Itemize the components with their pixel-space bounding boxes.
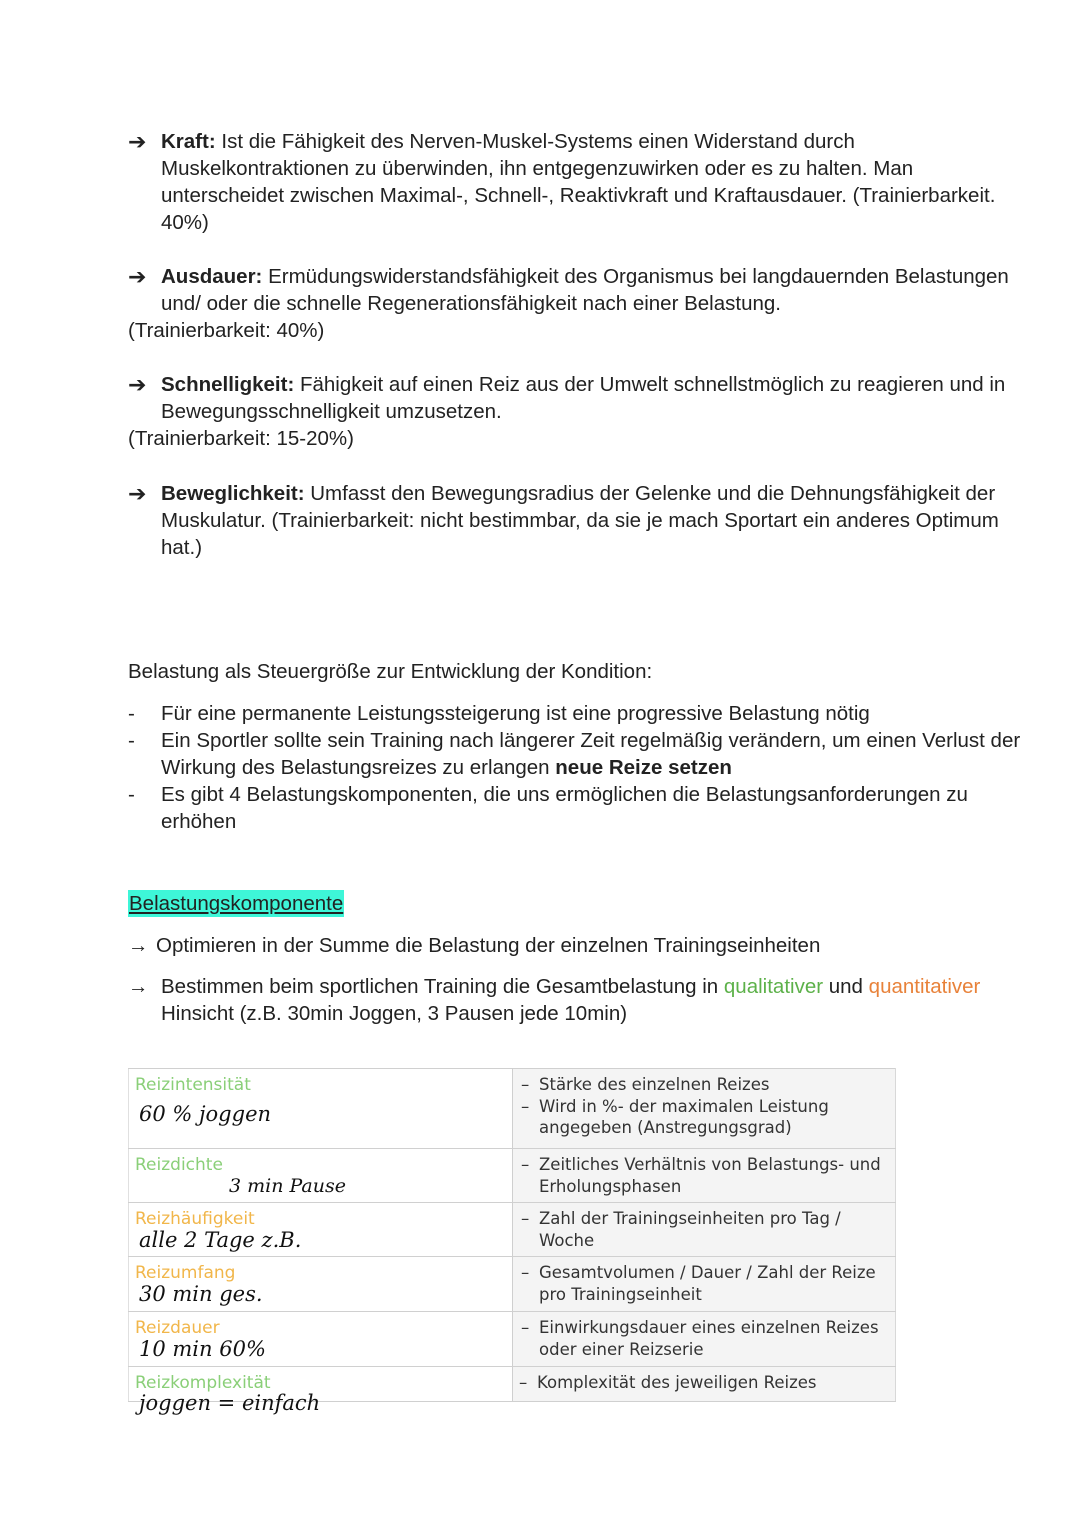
handwritten-note: 10 min 60% — [139, 1337, 266, 1361]
trainability-schnelligkeit: (Trainierbarkeit: 15-20%) — [128, 427, 354, 450]
description-line: – Gesamtvolumen / Dauer / Zahl der Reize pro Trainingseinheit — [521, 1263, 876, 1304]
description-line: – Wird in %- der maximalen Leistung angegeben (Anstregungsgrad) — [521, 1096, 829, 1137]
description-cell — [513, 1203, 896, 1257]
component-cell — [129, 1149, 513, 1203]
description-line: – Zeitliches Verhältnis von Belastungs- und Erholungsphasen — [521, 1155, 881, 1196]
arrow-icon: → — [128, 975, 149, 998]
table-row — [129, 1069, 896, 1149]
capacity-text: Fähigkeit auf einen Reiz aus der Umwelt schnellstmöglich zu reagieren und in Bewegungsschnelligkeit umzusetzen. — [161, 373, 1006, 423]
capacity-kraft — [128, 128, 1028, 236]
component-name: Reizumfang — [135, 1263, 236, 1283]
list-item — [128, 781, 1028, 835]
description-line: – Zahl der Trainingseinheiten pro Tag / Woche — [521, 1209, 841, 1250]
bullet-dash: - — [128, 729, 135, 752]
description-cell — [513, 1257, 896, 1312]
component-name: Reizintensität — [135, 1075, 251, 1095]
quantitative-word: quantitativer — [868, 975, 981, 998]
trainability-ausdauer: (Trainierbarkeit: 40%) — [128, 319, 325, 342]
arrow-icon: ➔ — [128, 372, 147, 397]
bullet-dash: - — [128, 783, 135, 806]
list-item — [128, 727, 1028, 781]
description-cell — [513, 1069, 896, 1149]
components-line-1 — [128, 932, 1008, 959]
capacity-text: Umfasst den Bewegungsradius der Gelenke und die Dehnungsfähigkeit der Muskulatur. (Trainierbarkeit: nicht bestimmbar, da sie je mach Sportart ein anderes Optimum hat.) — [161, 482, 999, 559]
table-row — [129, 1367, 896, 1402]
capacity-beweglichkeit — [128, 480, 1028, 561]
handwritten-note: alle 2 Tage z.B. — [139, 1228, 302, 1252]
capacity-text: Ermüdungswiderstandsfähigkeit des Organismus bei langdauernden Belastungen und/ oder die schnelle Regenerationsfähigkeit nach einer Belastung. — [161, 265, 1009, 315]
components-line-text: Optimieren in der Summe die Belastung der einzelnen Trainingseinheiten — [156, 934, 821, 957]
bullet-dash: - — [128, 702, 135, 725]
description-line: – Stärke des einzelnen Reizes — [521, 1075, 770, 1094]
arrow-icon: ➔ — [128, 481, 147, 506]
component-cell — [129, 1312, 513, 1367]
component-name: Reizhäufigkeit — [135, 1209, 255, 1229]
table-row — [129, 1149, 896, 1203]
handwritten-note: 3 min Pause — [229, 1175, 346, 1197]
component-cell — [129, 1069, 513, 1149]
component-cell — [129, 1367, 513, 1415]
component-name: Reizkomplexität — [135, 1373, 271, 1393]
capacity-term: Schnelligkeit: — [161, 373, 295, 396]
table-row — [129, 1312, 896, 1367]
components-line-text: und — [828, 975, 863, 998]
component-cell — [129, 1203, 513, 1257]
component-name: Reizdauer — [135, 1318, 220, 1338]
capacity-term: Kraft: — [161, 130, 216, 153]
components-heading: Belastungskomponente — [129, 892, 344, 915]
list-item — [128, 700, 1028, 727]
capacity-term: Beweglichkeit: — [161, 482, 305, 505]
table-row — [129, 1257, 896, 1312]
bullet-text: Für eine permanente Leistungssteigerung ist eine progressive Belastung nötig — [161, 702, 870, 725]
table-row — [129, 1203, 896, 1257]
handwritten-note: 30 min ges. — [139, 1282, 263, 1306]
components-line-text: Hinsicht (z.B. 30min Joggen, 3 Pausen jede 10min) — [161, 1002, 628, 1025]
bullet-text: Es gibt 4 Belastungskomponenten, die uns ermöglichen die Belastungsanforderungen zu erhöhen — [161, 783, 968, 833]
capacity-schnelligkeit — [128, 371, 1028, 425]
arrow-icon: → — [128, 934, 149, 957]
capacity-ausdauer — [128, 263, 1028, 317]
component-name: Reizdichte — [135, 1155, 223, 1175]
component-cell — [129, 1257, 513, 1312]
arrow-icon: ➔ — [128, 129, 147, 154]
qualitative-word: qualitativer — [723, 975, 824, 998]
load-title: Belastung als Steuergröße zur Entwicklung der Kondition: — [128, 660, 653, 683]
description-line: – Komplexität des jeweiligen Reizes — [519, 1373, 817, 1392]
components-line-2 — [128, 973, 1008, 1027]
bullet-bold-text: neue Reize setzen — [555, 756, 732, 779]
handwritten-note: 60 % joggen — [139, 1102, 272, 1126]
capacity-term: Ausdauer: — [161, 265, 263, 288]
description-cell — [513, 1149, 896, 1203]
arrow-icon: ➔ — [128, 264, 147, 289]
description-cell — [513, 1367, 896, 1402]
description-line: – Einwirkungsdauer eines einzelnen Reizes oder einer Reizserie — [521, 1318, 879, 1359]
bullet-text: Ein Sportler sollte sein Training nach längerer Zeit regelmäßig verändern, um einen Verlust der Wirkung des Belastungsreizes zu erlangen — [161, 729, 1021, 779]
description-cell — [513, 1312, 896, 1367]
handwritten-note: joggen = einfach — [139, 1391, 321, 1415]
load-components-table — [128, 1068, 896, 1415]
components-line-text: Bestimmen beim sportlichen Training die Gesamtbelastung in — [161, 975, 719, 998]
capacity-text: Ist die Fähigkeit des Nerven-Muskel-Systems einen Widerstand durch Muskelkontraktionen zu überwinden, ihn entgegenzuwirken oder es zu halten. Man unterscheidet zwischen Maximal-, Schnell-, Reaktivkraft und Kraftausdauer. (Trainierbarkeit. 40%) — [161, 130, 996, 234]
load-bullet-list — [128, 700, 1028, 835]
